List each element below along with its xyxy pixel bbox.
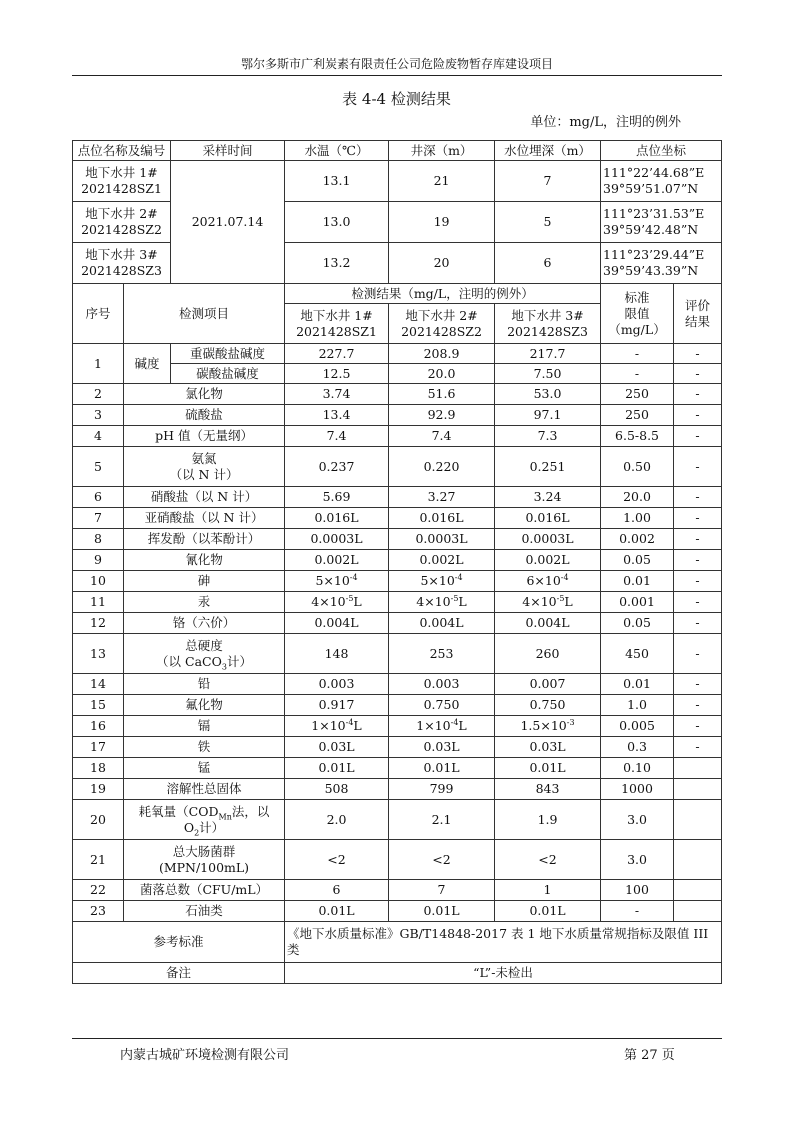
value-cell: 92.9 bbox=[389, 405, 495, 426]
seq-cell: 4 bbox=[73, 426, 124, 447]
seq-cell: 22 bbox=[73, 880, 124, 901]
value-cell: 0.002L bbox=[495, 550, 601, 571]
value-cell: $1\times 10^{-4}L$ bbox=[285, 716, 389, 737]
value-cell: 2.1 bbox=[389, 800, 495, 840]
seq-cell: 12 bbox=[73, 613, 124, 634]
reference-label: 参考标准 bbox=[73, 922, 285, 963]
limit-cell: 0.01 bbox=[601, 571, 674, 592]
eval-cell: - bbox=[674, 405, 722, 426]
eval-cell: - bbox=[674, 613, 722, 634]
well-depth-header: 井深（m） bbox=[389, 141, 495, 161]
seq-cell: 10 bbox=[73, 571, 124, 592]
value-cell: 0.01L bbox=[495, 758, 601, 779]
site-temp: 13.0 bbox=[285, 202, 389, 243]
table-row bbox=[73, 447, 722, 487]
well2-header: 地下水井 2# 2021428SZ2 bbox=[389, 304, 495, 344]
item-group-cell: 碱度 bbox=[124, 344, 171, 384]
eval-cell: - bbox=[674, 571, 722, 592]
eval-cell: - bbox=[674, 634, 722, 674]
value-cell: $1.5\times 10^{-3}$ bbox=[495, 716, 601, 737]
limit-cell: 3.0 bbox=[601, 840, 674, 880]
limit-cell: 100 bbox=[601, 880, 674, 901]
table-row bbox=[73, 405, 722, 426]
value-cell: 3.24 bbox=[495, 487, 601, 508]
value-cell: 7.4 bbox=[389, 426, 495, 447]
site-water-level: 6 bbox=[495, 243, 601, 284]
site-name: 地下水井 2# 2021428SZ2 bbox=[73, 202, 171, 243]
limit-cell: 1.0 bbox=[601, 695, 674, 716]
item-cell: 挥发酚（以苯酚计） bbox=[124, 529, 285, 550]
eval-cell bbox=[674, 800, 722, 840]
value-cell: 148 bbox=[285, 634, 389, 674]
sampling-date: 2021.07.14 bbox=[171, 161, 285, 284]
value-cell: $4\times 10^{-5}L$ bbox=[389, 592, 495, 613]
value-cell: 20.0 bbox=[389, 364, 495, 384]
table-row bbox=[73, 840, 722, 880]
value-cell: 0.917 bbox=[285, 695, 389, 716]
site-water-level: 7 bbox=[495, 161, 601, 202]
remark-row bbox=[73, 963, 722, 984]
water-level-header: 水位埋深（m） bbox=[495, 141, 601, 161]
value-cell: $4\times 10^{-5}L$ bbox=[285, 592, 389, 613]
table-row bbox=[73, 487, 722, 508]
value-cell: 0.01L bbox=[389, 758, 495, 779]
table-row bbox=[73, 695, 722, 716]
value-cell: 5.69 bbox=[285, 487, 389, 508]
seq-cell: 18 bbox=[73, 758, 124, 779]
seq-cell: 5 bbox=[73, 447, 124, 487]
value-cell: 0.002L bbox=[389, 550, 495, 571]
site-depth: 19 bbox=[389, 202, 495, 243]
table-row bbox=[73, 550, 722, 571]
value-cell: 0.220 bbox=[389, 447, 495, 487]
eval-cell: - bbox=[674, 695, 722, 716]
limit-cell: 450 bbox=[601, 634, 674, 674]
value-cell: $5\times 10^{-4}$ bbox=[389, 571, 495, 592]
limit-cell: 0.05 bbox=[601, 550, 674, 571]
value-cell: 0.01L bbox=[285, 901, 389, 922]
item-cell: 氯化物 bbox=[124, 384, 285, 405]
value-cell: 0.004L bbox=[495, 613, 601, 634]
limit-cell: - bbox=[601, 901, 674, 922]
table-row bbox=[73, 571, 722, 592]
value-cell: 799 bbox=[389, 779, 495, 800]
value-cell: $5\times 10^{-4}$ bbox=[285, 571, 389, 592]
item-cell: 铁 bbox=[124, 737, 285, 758]
limit-cell: 0.005 bbox=[601, 716, 674, 737]
item-cell: 汞 bbox=[124, 592, 285, 613]
coordinates-header: 点位坐标 bbox=[601, 141, 722, 161]
limit-cell: 250 bbox=[601, 405, 674, 426]
site-temp: 13.1 bbox=[285, 161, 389, 202]
limit-cell: 1000 bbox=[601, 779, 674, 800]
eval-cell bbox=[674, 840, 722, 880]
seq-cell: 14 bbox=[73, 674, 124, 695]
value-cell: 0.004L bbox=[389, 613, 495, 634]
table-row bbox=[73, 737, 722, 758]
value-cell: 51.6 bbox=[389, 384, 495, 405]
seq-cell: 6 bbox=[73, 487, 124, 508]
well1-header: 地下水井 1# 2021428SZ1 bbox=[285, 304, 389, 344]
eval-header: 评价 结果 bbox=[674, 284, 722, 344]
limit-cell: 0.05 bbox=[601, 613, 674, 634]
table-row bbox=[73, 880, 722, 901]
footer-company: 内蒙古城矿环境检测有限公司 bbox=[120, 1048, 290, 1063]
item-cell: 亚硝酸盐（以 N 计） bbox=[124, 508, 285, 529]
table-row bbox=[73, 529, 722, 550]
item-cell: 石油类 bbox=[124, 901, 285, 922]
value-cell: 7.4 bbox=[285, 426, 389, 447]
value-cell: $1\times 10^{-4}L$ bbox=[389, 716, 495, 737]
eval-cell: - bbox=[674, 426, 722, 447]
value-cell: 0.750 bbox=[389, 695, 495, 716]
table-row bbox=[73, 800, 722, 840]
item-cell: 硝酸盐（以 N 计） bbox=[124, 487, 285, 508]
value-cell: 0.016L bbox=[495, 508, 601, 529]
value-cell: 0.003 bbox=[285, 674, 389, 695]
water-temp-header: 水温（℃） bbox=[285, 141, 389, 161]
footer-page-number: 第 27 页 bbox=[624, 1048, 675, 1063]
remark-value: “L”-未检出 bbox=[285, 963, 722, 984]
reference-value: 《地下水质量标准》GB/T14848-2017 表 1 地下水质量常规指标及限值 III 类 bbox=[285, 922, 722, 963]
eval-cell: - bbox=[674, 529, 722, 550]
value-cell: $6\times 10^{-4}$ bbox=[495, 571, 601, 592]
table-row bbox=[73, 508, 722, 529]
value-cell: 217.7 bbox=[495, 344, 601, 364]
value-cell: 0.0003L bbox=[389, 529, 495, 550]
item-cell: 氨氮 （以 N 计） bbox=[124, 447, 285, 487]
site-coordinates: 111°23’29.44”E 39°59’43.39”N bbox=[601, 243, 722, 284]
value-cell: 13.4 bbox=[285, 405, 389, 426]
seq-cell: 3 bbox=[73, 405, 124, 426]
limit-cell: - bbox=[601, 344, 674, 364]
table-row bbox=[73, 716, 722, 737]
results-header-row bbox=[73, 284, 722, 304]
item-cell: 铬（六价） bbox=[124, 613, 285, 634]
eval-cell: - bbox=[674, 674, 722, 695]
seq-cell: 8 bbox=[73, 529, 124, 550]
value-cell: 227.7 bbox=[285, 344, 389, 364]
unit-note: 单位：mg/L，注明的例外 bbox=[530, 115, 681, 130]
limit-cell: 0.3 bbox=[601, 737, 674, 758]
table-row bbox=[73, 426, 722, 447]
seq-cell: 13 bbox=[73, 634, 124, 674]
value-cell: 0.03L bbox=[495, 737, 601, 758]
table-row bbox=[73, 674, 722, 695]
limit-cell: 20.0 bbox=[601, 487, 674, 508]
eval-cell: - bbox=[674, 508, 722, 529]
table-row bbox=[73, 344, 722, 364]
table-row bbox=[73, 634, 722, 674]
eval-cell: - bbox=[674, 384, 722, 405]
value-cell: 0.01L bbox=[495, 901, 601, 922]
value-cell: 7 bbox=[389, 880, 495, 901]
value-cell: <2 bbox=[389, 840, 495, 880]
item-cell: 铅 bbox=[124, 674, 285, 695]
site-coordinates: 111°22’44.68”E 39°59’51.07”N bbox=[601, 161, 722, 202]
value-cell: 53.0 bbox=[495, 384, 601, 405]
site-row bbox=[73, 161, 722, 202]
item-cell: 重碳酸盐碱度 bbox=[171, 344, 285, 364]
item-cell: pH 值（无量纲） bbox=[124, 426, 285, 447]
value-cell: 260 bbox=[495, 634, 601, 674]
value-cell: 7.50 bbox=[495, 364, 601, 384]
site-row bbox=[73, 243, 722, 284]
value-cell: 2.0 bbox=[285, 800, 389, 840]
limit-cell: 0.50 bbox=[601, 447, 674, 487]
value-cell: 0.03L bbox=[285, 737, 389, 758]
seq-header: 序号 bbox=[73, 284, 124, 344]
limit-cell: 0.002 bbox=[601, 529, 674, 550]
value-cell: 0.03L bbox=[389, 737, 495, 758]
item-cell: 氟化物 bbox=[124, 695, 285, 716]
value-cell: 0.002L bbox=[285, 550, 389, 571]
value-cell: 1.9 bbox=[495, 800, 601, 840]
eval-cell bbox=[674, 880, 722, 901]
limit-cell: 250 bbox=[601, 384, 674, 405]
value-cell: 843 bbox=[495, 779, 601, 800]
eval-cell: - bbox=[674, 716, 722, 737]
site-header-row bbox=[73, 141, 722, 161]
eval-cell bbox=[674, 758, 722, 779]
limit-cell: 0.10 bbox=[601, 758, 674, 779]
limit-cell: 0.01 bbox=[601, 674, 674, 695]
value-cell: 0.0003L bbox=[495, 529, 601, 550]
table-row bbox=[73, 613, 722, 634]
table-row bbox=[73, 779, 722, 800]
value-cell: 7.3 bbox=[495, 426, 601, 447]
table-row bbox=[73, 901, 722, 922]
eval-cell: - bbox=[674, 737, 722, 758]
eval-cell: - bbox=[674, 344, 722, 364]
eval-cell: - bbox=[674, 447, 722, 487]
site-name-header: 点位名称及编号 bbox=[73, 141, 171, 161]
site-coordinates: 111°23’31.53”E 39°59’42.48”N bbox=[601, 202, 722, 243]
value-cell: 0.016L bbox=[285, 508, 389, 529]
item-cell: 菌落总数（CFU/mL） bbox=[124, 880, 285, 901]
seq-cell: 15 bbox=[73, 695, 124, 716]
value-cell: 0.251 bbox=[495, 447, 601, 487]
results-table bbox=[72, 140, 722, 984]
value-cell: 0.01L bbox=[389, 901, 495, 922]
item-cell: 砷 bbox=[124, 571, 285, 592]
table-row bbox=[73, 758, 722, 779]
limit-cell: 1.00 bbox=[601, 508, 674, 529]
value-cell: 6 bbox=[285, 880, 389, 901]
value-cell: 208.9 bbox=[389, 344, 495, 364]
item-cell: 总大肠菌群 (MPN/100mL) bbox=[124, 840, 285, 880]
seq-cell: 2 bbox=[73, 384, 124, 405]
eval-cell: - bbox=[674, 550, 722, 571]
value-cell: 0.01L bbox=[285, 758, 389, 779]
seq-cell: 9 bbox=[73, 550, 124, 571]
value-cell: 97.1 bbox=[495, 405, 601, 426]
eval-cell bbox=[674, 779, 722, 800]
page-header: 鄂尔多斯市广利炭素有限责任公司危险废物暂存库建设项目 bbox=[72, 55, 722, 76]
value-cell: 12.5 bbox=[285, 364, 389, 384]
eval-cell: - bbox=[674, 592, 722, 613]
item-cell: 镉 bbox=[124, 716, 285, 737]
limit-header: 标准 限值 （mg/L） bbox=[601, 284, 674, 344]
footer-rule bbox=[72, 1038, 722, 1039]
reference-row bbox=[73, 922, 722, 963]
value-cell: 3.74 bbox=[285, 384, 389, 405]
seq-cell: 1 bbox=[73, 344, 124, 384]
item-cell: 总硬度 （以 CaCO$_3$计） bbox=[124, 634, 285, 674]
results-group-header: 检测结果（mg/L，注明的例外） bbox=[285, 284, 601, 304]
table-row bbox=[73, 592, 722, 613]
value-cell: 0.003 bbox=[389, 674, 495, 695]
site-depth: 20 bbox=[389, 243, 495, 284]
value-cell: <2 bbox=[285, 840, 389, 880]
limit-cell: 0.001 bbox=[601, 592, 674, 613]
eval-cell: - bbox=[674, 487, 722, 508]
value-cell: 0.0003L bbox=[285, 529, 389, 550]
value-cell: 0.004L bbox=[285, 613, 389, 634]
table-row bbox=[73, 364, 722, 384]
well3-header: 地下水井 3# 2021428SZ3 bbox=[495, 304, 601, 344]
value-cell: 0.750 bbox=[495, 695, 601, 716]
seq-cell: 11 bbox=[73, 592, 124, 613]
seq-cell: 16 bbox=[73, 716, 124, 737]
value-cell: $4\times 10^{-5}L$ bbox=[495, 592, 601, 613]
value-cell: 3.27 bbox=[389, 487, 495, 508]
site-temp: 13.2 bbox=[285, 243, 389, 284]
seq-cell: 19 bbox=[73, 779, 124, 800]
seq-cell: 7 bbox=[73, 508, 124, 529]
remark-label: 备注 bbox=[73, 963, 285, 984]
seq-cell: 20 bbox=[73, 800, 124, 840]
limit-cell: 3.0 bbox=[601, 800, 674, 840]
value-cell: 0.007 bbox=[495, 674, 601, 695]
value-cell: 0.016L bbox=[389, 508, 495, 529]
value-cell: 1 bbox=[495, 880, 601, 901]
item-cell: 耗氧量（$COD_{Mn}$法，以 $O_2$计） bbox=[124, 800, 285, 840]
table-title: 表 4-4 检测结果 bbox=[342, 90, 451, 108]
value-cell: 0.237 bbox=[285, 447, 389, 487]
item-cell: 硫酸盐 bbox=[124, 405, 285, 426]
value-cell: 253 bbox=[389, 634, 495, 674]
eval-cell: - bbox=[674, 364, 722, 384]
sampling-time-header: 采样时间 bbox=[171, 141, 285, 161]
limit-cell: - bbox=[601, 364, 674, 384]
seq-cell: 17 bbox=[73, 737, 124, 758]
site-name: 地下水井 3# 2021428SZ3 bbox=[73, 243, 171, 284]
site-water-level: 5 bbox=[495, 202, 601, 243]
table-row bbox=[73, 384, 722, 405]
item-cell: 溶解性总固体 bbox=[124, 779, 285, 800]
seq-cell: 21 bbox=[73, 840, 124, 880]
item-cell: 锰 bbox=[124, 758, 285, 779]
item-cell: 氰化物 bbox=[124, 550, 285, 571]
seq-cell: 23 bbox=[73, 901, 124, 922]
item-header: 检测项目 bbox=[124, 284, 285, 344]
value-cell: 508 bbox=[285, 779, 389, 800]
site-depth: 21 bbox=[389, 161, 495, 202]
site-row bbox=[73, 202, 722, 243]
item-cell: 碳酸盐碱度 bbox=[171, 364, 285, 384]
site-name: 地下水井 1# 2021428SZ1 bbox=[73, 161, 171, 202]
eval-cell bbox=[674, 901, 722, 922]
limit-cell: 6.5-8.5 bbox=[601, 426, 674, 447]
value-cell: <2 bbox=[495, 840, 601, 880]
